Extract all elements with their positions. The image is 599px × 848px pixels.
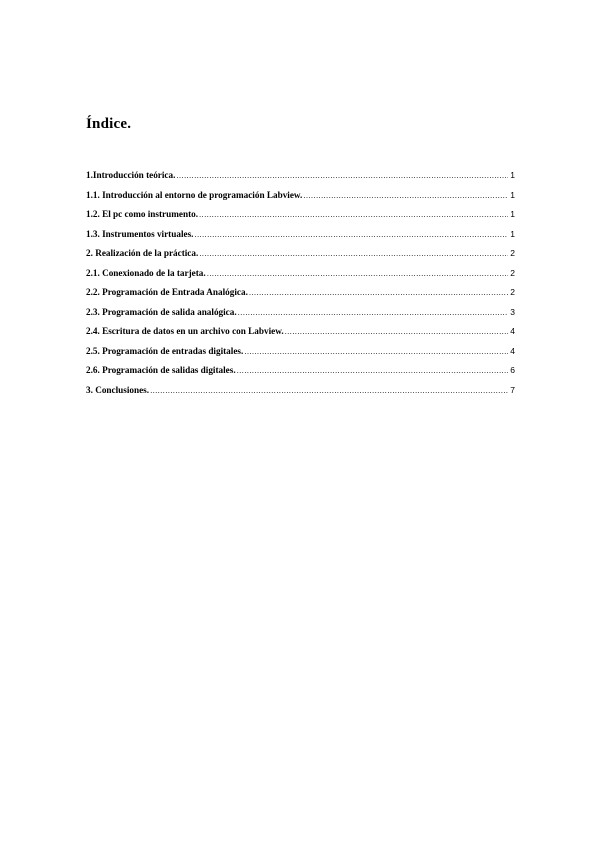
toc-entry-page-number: 4 — [510, 345, 515, 356]
table-of-contents — [86, 166, 515, 400]
toc-entry-page-number: 2 — [510, 248, 515, 258]
dot-leader — [244, 342, 508, 362]
toc-entry-page-number: 6 — [510, 365, 515, 375]
toc-entry-2-5[interactable] — [86, 342, 515, 362]
dot-leader — [249, 283, 508, 303]
toc-entry-page-number: 1 — [510, 189, 515, 200]
dot-leader — [237, 361, 508, 381]
dot-leader — [238, 303, 508, 323]
toc-entry-page-number: 2 — [510, 287, 515, 297]
toc-title: Índice. — [86, 116, 132, 132]
toc-entry-2-3[interactable] — [86, 303, 515, 323]
toc-entry-2-1[interactable] — [86, 264, 515, 284]
toc-entry-page-number: 3 — [510, 306, 515, 317]
toc-entry-2-6[interactable] — [86, 361, 515, 381]
toc-entry-page-number: 2 — [510, 267, 515, 278]
dot-leader — [285, 322, 508, 342]
toc-entry-label: 1.3. Instrumentos virtuales. — [86, 228, 194, 239]
toc-entry-2-4[interactable] — [86, 322, 515, 342]
dot-leader — [207, 264, 508, 284]
toc-entry-page-number: 7 — [510, 384, 515, 395]
dot-leader — [199, 205, 508, 225]
dot-leader — [150, 381, 508, 401]
toc-entry-label: 3. Conclusiones. — [86, 384, 150, 395]
toc-entry-page-number: 1 — [510, 209, 515, 219]
toc-entry-label: 2.4. Escritura de datos en un archivo con Labview. — [86, 326, 284, 336]
dot-leader — [199, 244, 508, 264]
toc-entry-2-2[interactable] — [86, 283, 515, 303]
toc-entry-page-number: 4 — [510, 326, 515, 336]
toc-entry-label: 2.1. Conexionado de la tarjeta. — [86, 267, 206, 278]
toc-entry-label: 2.2. Programación de Entrada Analógica. — [86, 287, 248, 297]
toc-entry-label: 2.5. Programación de entradas digitales. — [86, 345, 244, 356]
toc-entry-label: 2. Realización de la práctica. — [86, 248, 199, 258]
toc-entry-2[interactable] — [86, 244, 515, 264]
toc-entry-3[interactable] — [86, 381, 515, 401]
dot-leader — [194, 225, 508, 245]
toc-entry-label: 2.3. Programación de salida analógica. — [86, 306, 237, 317]
toc-entry-page-number: 1 — [510, 170, 515, 180]
toc-entry-1-3[interactable] — [86, 225, 515, 245]
toc-entry-label: 1.2. El pc como instrumento. — [86, 209, 199, 219]
toc-entry-1[interactable] — [86, 166, 515, 186]
toc-entry-label: 2.6. Programación de salidas digitales. — [86, 365, 236, 375]
toc-entry-page-number: 1 — [510, 228, 515, 239]
dot-leader — [303, 186, 508, 206]
dot-leader — [176, 166, 508, 186]
toc-entry-1-2[interactable] — [86, 205, 515, 225]
toc-entry-label: 1.Introducción teórica. — [86, 170, 176, 180]
toc-entry-label: 1.1. Introducción al entorno de programación Labview. — [86, 189, 303, 200]
toc-entry-1-1[interactable] — [86, 186, 515, 206]
